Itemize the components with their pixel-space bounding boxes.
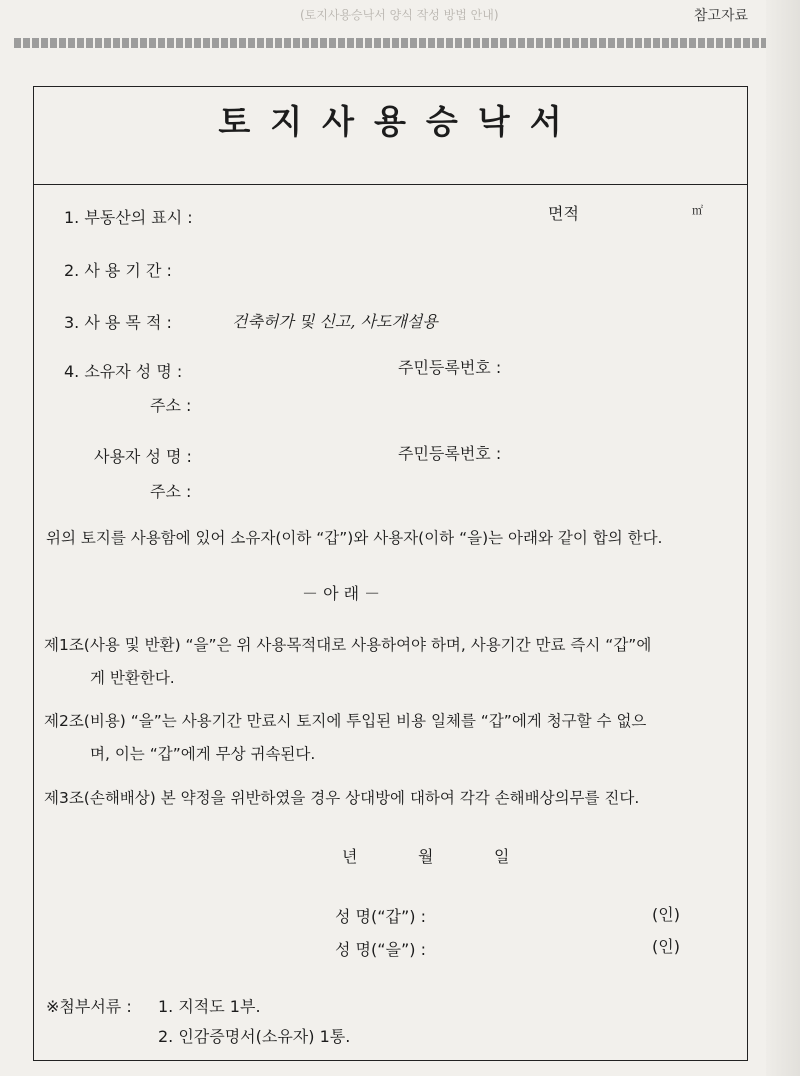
- article-3-line-1: 제3조(손해배상) 본 약정을 위반하였을 경우 상대방에 대하여 각각 손해배상의무를 진다.: [44, 789, 640, 807]
- date-month: 월: [418, 847, 434, 866]
- title-divider: [33, 184, 748, 185]
- area-label: 면적: [548, 204, 579, 223]
- header-faint-text: (토지사용승낙서 양식 작성 방법 안내): [300, 8, 499, 22]
- signature-gap-label: 성 명(“갑”) :: [335, 907, 426, 926]
- article-1-line-2: 게 반환한다.: [90, 669, 175, 687]
- purpose-label: 3. 사 용 목 적 :: [64, 313, 172, 332]
- article-1-line-1: 제1조(사용 및 반환) “을”은 위 사용목적대로 사용하여야 하며, 사용기간 만료 즉시 “갑”에: [44, 636, 652, 654]
- user-rrn-label: 주민등록번호 :: [398, 444, 502, 463]
- user-address-label: 주소 :: [150, 482, 192, 501]
- date-year: 년: [342, 847, 358, 866]
- header-dashed-rule: [14, 38, 766, 48]
- signature-eul-seal: (인): [652, 937, 680, 956]
- signature-eul-label: 성 명(“을”) :: [335, 940, 426, 959]
- owner-address-label: 주소 :: [150, 396, 192, 415]
- user-name-label: 사용자 성 명 :: [94, 447, 192, 466]
- article-2-line-1: 제2조(비용) “을”는 사용기간 만료시 토지에 투입된 비용 일체를 “갑”에게 청구할 수 없으: [44, 712, 647, 730]
- signature-gap-seal: (인): [652, 905, 680, 924]
- article-2-line-2: 며, 이는 “갑”에게 무상 귀속된다.: [90, 745, 316, 763]
- owner-name-label: 4. 소유자 성 명 :: [64, 362, 183, 381]
- attachment-item-2: 2. 인감증명서(소유자) 1통.: [158, 1027, 351, 1046]
- document-title: 토지사용승낙서: [218, 102, 582, 141]
- header-label: 참고자료: [693, 8, 748, 24]
- date-day: 일: [494, 847, 510, 866]
- purpose-value: 건축허가 및 신고, 사도개설용: [232, 312, 438, 331]
- attachments-label: ※첨부서류 :: [46, 997, 132, 1016]
- attachment-item-1: 1. 지적도 1부.: [158, 997, 261, 1016]
- area-unit: ㎡: [692, 204, 703, 217]
- owner-rrn-label: 주민등록번호 :: [398, 358, 502, 377]
- period-label: 2. 사 용 기 간 :: [64, 261, 172, 280]
- page-edge-shade: [766, 0, 800, 1076]
- below-heading: － 아 래 －: [302, 584, 381, 603]
- real-estate-label: 1. 부동산의 표시 :: [64, 208, 193, 227]
- agreement-intro: 위의 토지를 사용함에 있어 소유자(이하 “갑”)와 사용자(이하 “을)는 아래와 같이 합의 한다.: [46, 529, 663, 547]
